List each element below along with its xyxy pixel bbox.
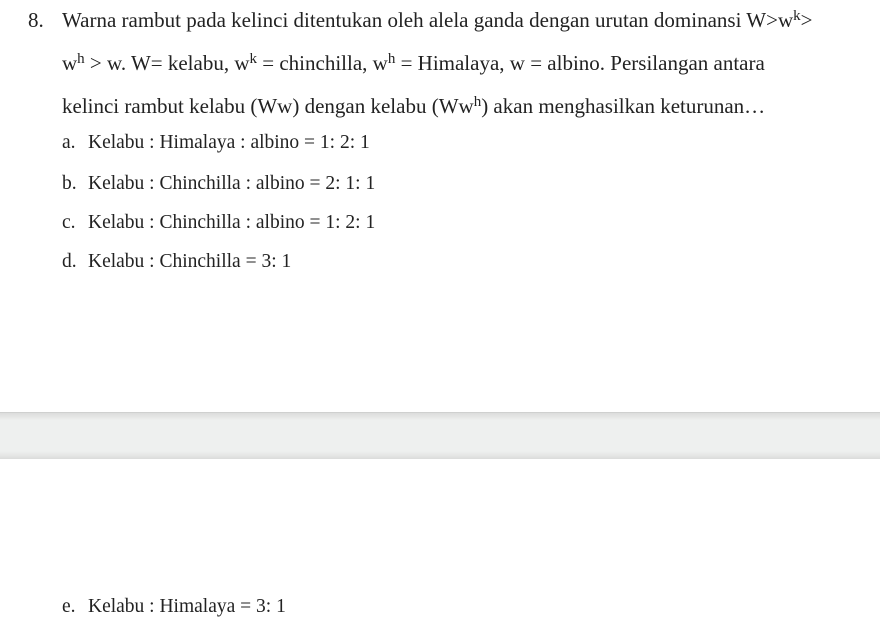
page-separator-band bbox=[0, 412, 880, 459]
option-text: Kelabu : Chinchilla = 3: 1 bbox=[88, 251, 292, 272]
question-line-1 bbox=[62, 6, 812, 34]
option-letter: d. bbox=[62, 251, 77, 272]
superscript-h: h bbox=[473, 94, 482, 110]
superscript-h: h bbox=[77, 51, 85, 67]
question-number: 8. bbox=[28, 8, 44, 32]
option-letter: b. bbox=[62, 173, 77, 194]
text-fragment: w bbox=[62, 51, 78, 75]
question-line-3-pre: kelinci rambut kelabu (Ww) dengan kelabu (Ww bbox=[62, 94, 474, 118]
superscript-k: k bbox=[249, 51, 257, 67]
option-letter: e. bbox=[62, 596, 76, 617]
superscript-k: k bbox=[793, 8, 801, 24]
question-line-1-text: Warna rambut pada kelinci ditentukan oleh alela ganda dengan urutan dominansi W>w bbox=[62, 8, 794, 32]
option-letter: a. bbox=[62, 132, 76, 153]
question-line-2 bbox=[62, 49, 858, 77]
option-letter: c. bbox=[62, 212, 76, 233]
question-line-3-post: ) akan menghasilkan keturunan… bbox=[481, 94, 766, 118]
text-fragment: > w. W= kelabu, w bbox=[84, 51, 250, 75]
text-fragment: = Himalaya, w = albino. Persilangan antara bbox=[395, 51, 765, 75]
option-d[interactable] bbox=[62, 249, 291, 275]
question-line-2-text bbox=[62, 49, 765, 77]
option-text: Kelabu : Himalaya = 3: 1 bbox=[88, 596, 286, 617]
option-a[interactable] bbox=[62, 130, 370, 156]
option-b[interactable] bbox=[62, 171, 375, 197]
option-c[interactable] bbox=[62, 210, 375, 236]
option-text: Kelabu : Himalaya : albino = 1: 2: 1 bbox=[88, 132, 370, 153]
superscript-h: h bbox=[387, 51, 396, 67]
text-fragment: = chinchilla, w bbox=[257, 51, 388, 75]
option-text: Kelabu : Chinchilla : albino = 1: 2: 1 bbox=[88, 212, 376, 233]
question-line-3 bbox=[62, 92, 765, 120]
option-text: Kelabu : Chinchilla : albino = 2: 1: 1 bbox=[88, 173, 376, 194]
option-e[interactable] bbox=[62, 594, 286, 620]
question-line-1-tail: > bbox=[800, 8, 813, 32]
